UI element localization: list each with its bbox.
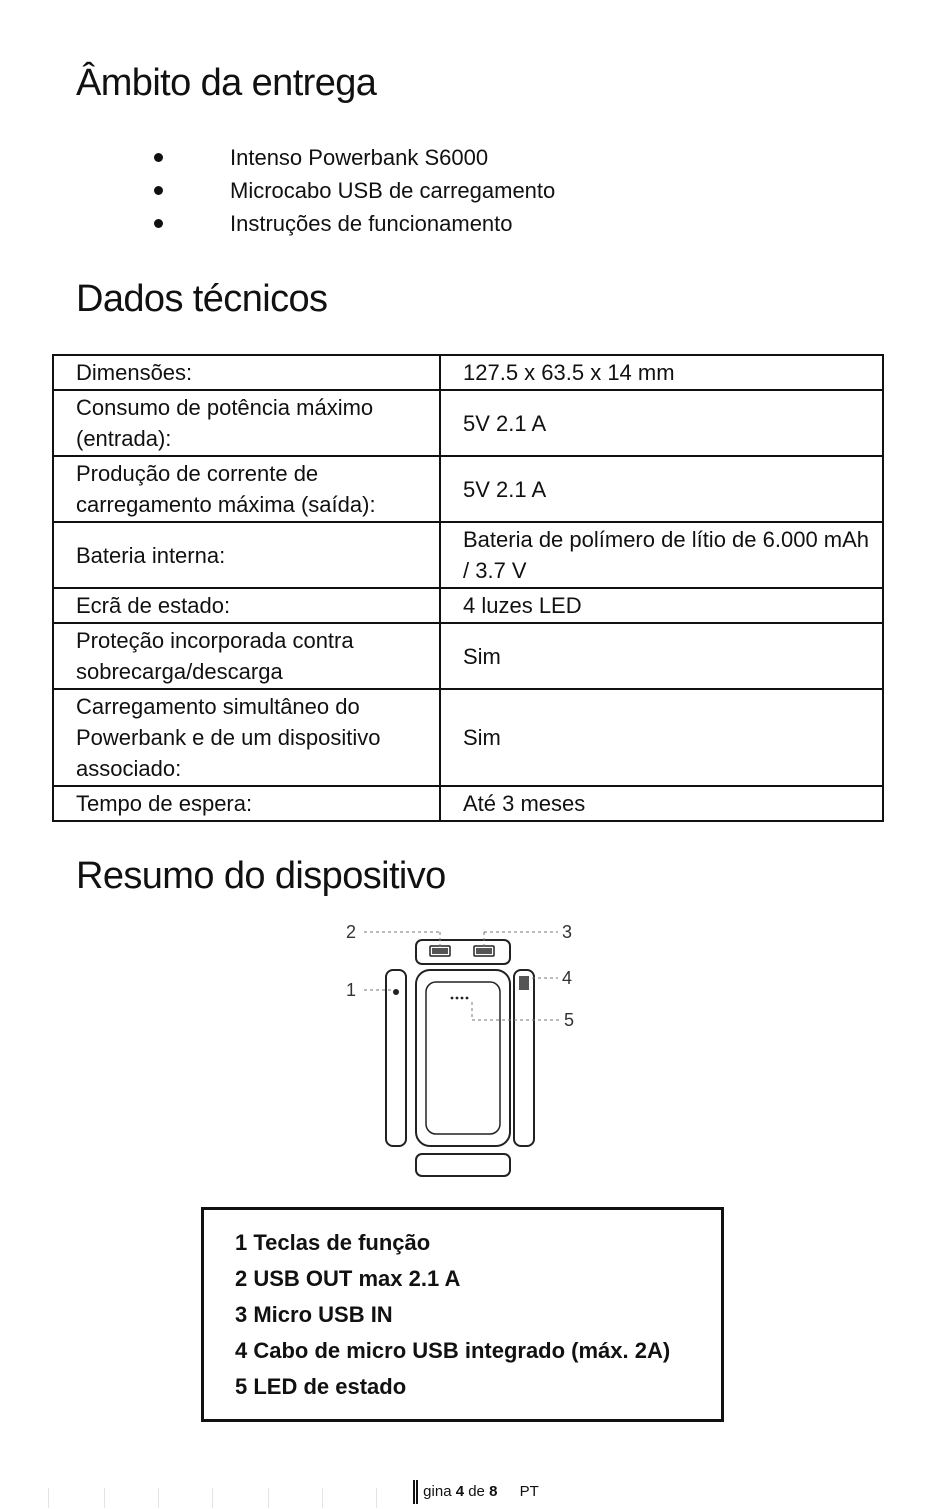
table-row bbox=[53, 522, 883, 588]
diagram-legend-box bbox=[201, 1207, 724, 1422]
heading-scope-of-delivery: Âmbito da entrega bbox=[76, 62, 377, 104]
function-key-icon bbox=[393, 989, 399, 995]
list-item: Microcabo USB de carregamento bbox=[0, 174, 555, 207]
page-current: 4 bbox=[455, 1482, 465, 1500]
spec-label: Ecrã de estado: bbox=[53, 588, 440, 623]
micro-usb-in-port-icon bbox=[476, 948, 492, 954]
list-item: Instruções de funcionamento bbox=[0, 207, 555, 240]
page-total: 8 bbox=[489, 1482, 498, 1500]
footer-mark-icon bbox=[413, 1480, 415, 1504]
bullet-icon bbox=[154, 153, 163, 162]
spec-label: Proteção incorporada contra sobrecarga/descarga bbox=[53, 623, 440, 689]
callout-4: 4 bbox=[562, 968, 573, 988]
callout-5: 5 bbox=[564, 1010, 575, 1030]
spec-value: Bateria de polímero de lítio de 6.000 mAh / 3.7 V bbox=[440, 522, 883, 588]
scope-list bbox=[0, 141, 555, 240]
legend-item: 3 Micro USB IN bbox=[235, 1302, 393, 1327]
callout-3: 3 bbox=[562, 922, 573, 942]
footer-mark-icon bbox=[416, 1480, 418, 1504]
usb-out-port-icon bbox=[432, 948, 448, 954]
page-label: gina bbox=[423, 1482, 452, 1500]
device-bottom-view bbox=[416, 1154, 510, 1176]
spec-value: 5V 2.1 A bbox=[440, 390, 883, 456]
bullet-icon bbox=[154, 219, 163, 228]
legend-item: 4 Cabo de micro USB integrado (máx. 2A) bbox=[235, 1338, 671, 1363]
legend-item: 2 USB OUT max 2.1 A bbox=[235, 1266, 461, 1291]
table-row bbox=[53, 456, 883, 522]
callout-1: 1 bbox=[346, 980, 357, 1000]
list-item: Intenso Powerbank S6000 bbox=[0, 141, 555, 174]
callout-2: 2 bbox=[346, 922, 357, 942]
spec-label: Consumo de potência máximo (entrada): bbox=[53, 390, 440, 456]
table-row bbox=[53, 588, 883, 623]
bullet-icon bbox=[154, 186, 163, 195]
page-of: de bbox=[468, 1482, 485, 1500]
spec-value: 4 luzes LED bbox=[440, 588, 883, 623]
table-row bbox=[53, 355, 883, 390]
heading-technical-data: Dados técnicos bbox=[76, 278, 328, 320]
spec-value: Sim bbox=[440, 689, 883, 786]
legend-item: 5 LED de estado bbox=[235, 1374, 407, 1399]
table-row bbox=[53, 390, 883, 456]
legend-item: 1 Teclas de função bbox=[235, 1230, 431, 1255]
spec-value: 127.5 x 63.5 x 14 mm bbox=[440, 355, 883, 390]
spec-label: Dimensões: bbox=[53, 355, 440, 390]
device-right-side-view bbox=[514, 970, 534, 1146]
spec-value: Sim bbox=[440, 623, 883, 689]
status-led-icon bbox=[451, 997, 469, 1000]
spec-label: Produção de corrente de carregamento máxima (saída): bbox=[53, 456, 440, 522]
device-diagram bbox=[346, 910, 586, 1190]
spec-label: Bateria interna: bbox=[53, 522, 440, 588]
spec-table bbox=[52, 354, 884, 822]
table-row bbox=[53, 623, 883, 689]
device-left-side-view bbox=[386, 970, 406, 1146]
table-row bbox=[53, 786, 883, 821]
spec-value: Até 3 meses bbox=[440, 786, 883, 821]
heading-device-summary: Resumo do dispositivo bbox=[76, 855, 446, 897]
device-front-view bbox=[416, 970, 510, 1146]
page-footer bbox=[413, 1480, 539, 1504]
spec-value: 5V 2.1 A bbox=[440, 456, 883, 522]
language-code: PT bbox=[519, 1482, 539, 1500]
integrated-cable-icon bbox=[519, 976, 529, 990]
table-row bbox=[53, 689, 883, 786]
spec-label: Carregamento simultâneo do Powerbank e de um dispositivo associado: bbox=[53, 689, 440, 786]
spec-label: Tempo de espera: bbox=[53, 786, 440, 821]
